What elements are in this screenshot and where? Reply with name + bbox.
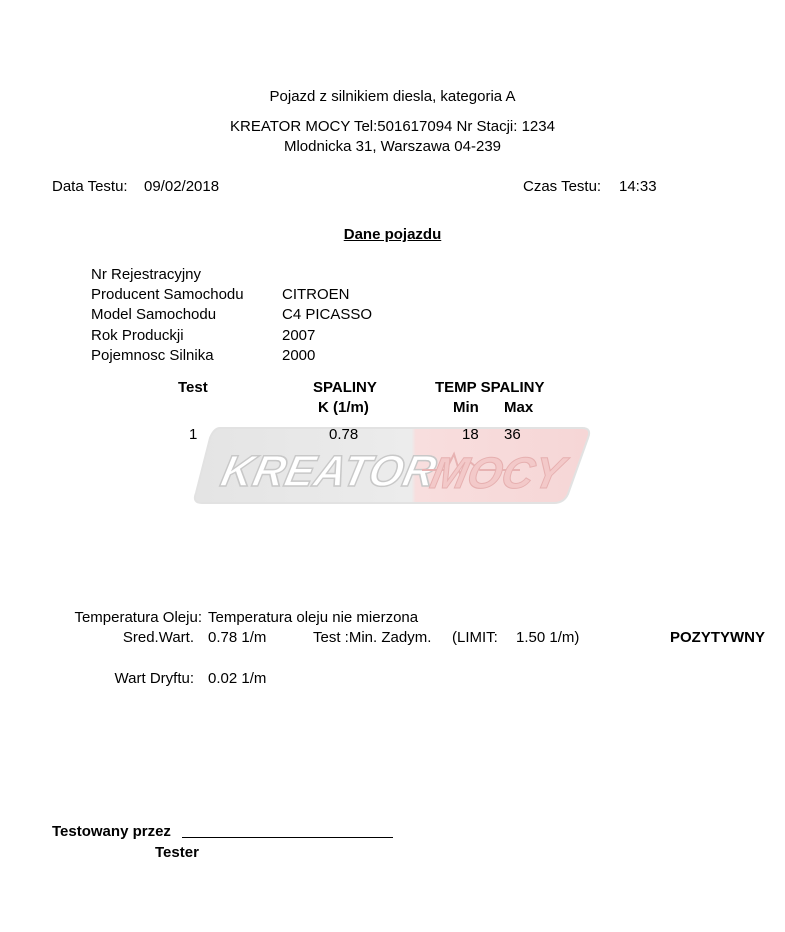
- field-registration-label: Nr Rejestracyjny: [91, 266, 202, 283]
- row-spaliny-value: 0.78: [329, 426, 359, 443]
- col-temp-header: TEMP SPALINY: [435, 379, 545, 396]
- field-manufacturer-value: CITROEN: [282, 286, 350, 303]
- test-time-value: 14:33: [619, 178, 657, 195]
- col-min-header: Min: [453, 399, 479, 416]
- test-type-label: Test :Min. Zadym.: [313, 629, 432, 646]
- oil-temp-value: Temperatura oleju nie mierzona: [208, 609, 419, 626]
- field-model-label: Model Samochodu: [91, 306, 217, 323]
- station-line: KREATOR MOCY Tel:501617094 Nr Stacji: 1234: [230, 118, 555, 135]
- tester-label: Tester: [155, 844, 199, 861]
- test-time-label: Czas Testu:: [523, 178, 602, 195]
- drift-value: 0.02 1/m: [208, 670, 267, 687]
- test-result-badge: POZYTYWNY: [670, 629, 766, 646]
- field-model-value: C4 PICASSO: [282, 306, 373, 323]
- test-date-label: Data Testu:: [52, 178, 128, 195]
- row-temp-min: 18: [462, 426, 479, 443]
- col-max-header: Max: [504, 399, 534, 416]
- field-engine-label: Pojemnosc Silnika: [91, 347, 214, 364]
- vehicle-section-title: Dane pojazdu: [343, 226, 442, 243]
- limit-label: (LIMIT:: [452, 629, 498, 646]
- avg-value: 0.78 1/m: [208, 629, 267, 646]
- kreator-mocy-watermark: [190, 424, 593, 507]
- signature-line: [182, 837, 393, 838]
- field-manufacturer-label: Producent Samochodu: [91, 286, 244, 303]
- tested-by-label: Testowany przez: [52, 823, 171, 840]
- watermark-text-kreator: KREATOR: [216, 447, 441, 496]
- col-test-header: Test: [178, 379, 208, 396]
- avg-value-label: Sred.Wart.: [122, 629, 194, 646]
- col-spaliny-header: SPALINY: [313, 379, 377, 396]
- field-year-value: 2007: [282, 327, 316, 344]
- station-address: Mlodnicka 31, Warszawa 04-239: [283, 138, 502, 155]
- field-year-label: Rok Produckji: [91, 327, 184, 344]
- oil-temp-label: Temperatura Oleju:: [74, 609, 202, 626]
- test-date-value: 09/02/2018: [144, 178, 220, 195]
- limit-value: 1.50 1/m): [516, 629, 580, 646]
- col-spaliny-unit: K (1/m): [318, 399, 369, 416]
- drift-label: Wart Dryftu:: [114, 670, 194, 687]
- watermark-text-mocy: MOCY: [426, 449, 569, 498]
- row-test-number: 1: [189, 426, 198, 443]
- document-title: Pojazd z silnikiem diesla, kategoria A: [269, 88, 516, 105]
- row-temp-max: 36: [504, 426, 521, 443]
- field-engine-value: 2000: [282, 347, 316, 364]
